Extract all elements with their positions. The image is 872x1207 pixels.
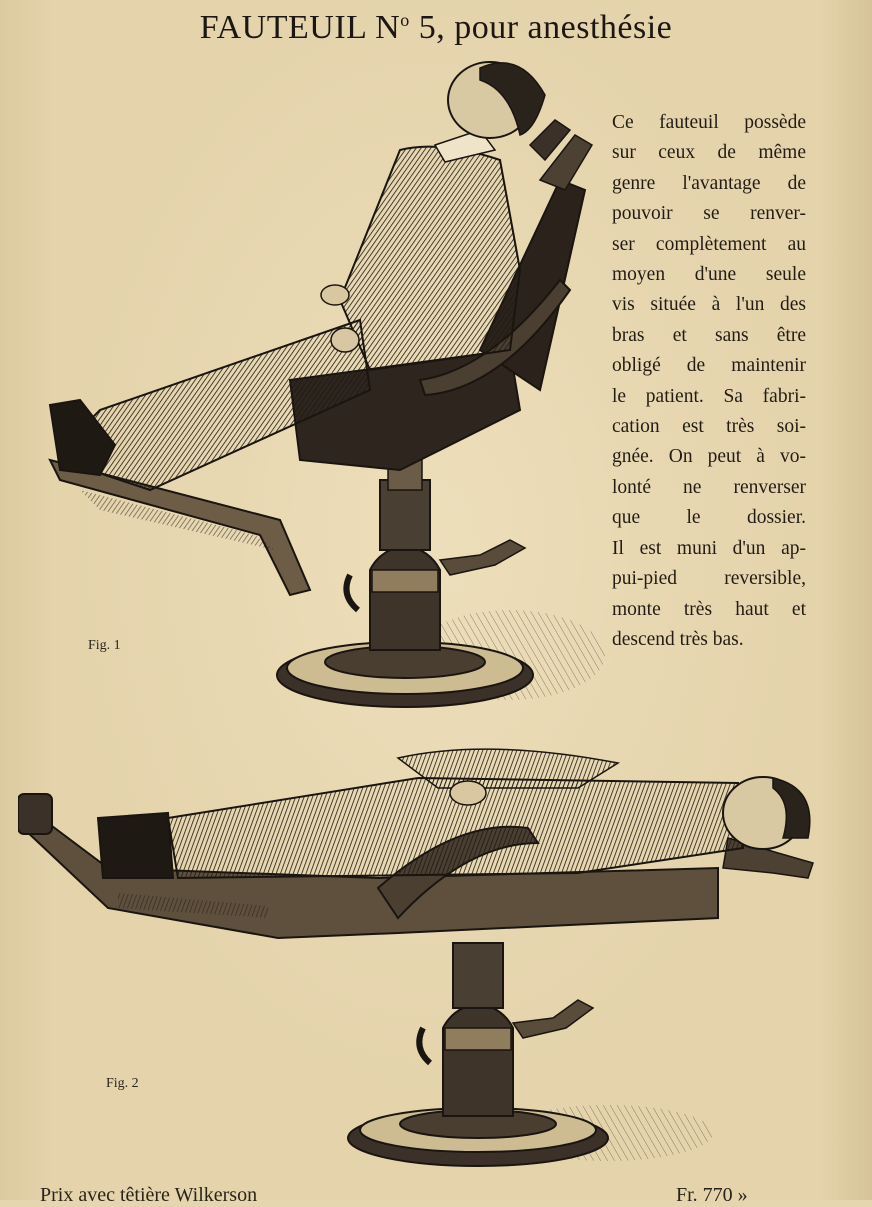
description-line: sur ceux de même	[612, 142, 806, 164]
figure-2-illustration	[18, 728, 828, 1168]
description-line: obligé de maintenir	[612, 355, 806, 377]
description-line: bras et sans être	[612, 324, 806, 346]
description-line: pui-pied reversible,	[612, 568, 806, 590]
description-line: Ce fauteuil possède	[612, 112, 806, 133]
description-line: pouvoir se renver-	[612, 203, 806, 225]
reclined-chair-engraving	[40, 50, 610, 715]
description-line: Il est muni d'un ap-	[612, 537, 806, 559]
description-line: monte très haut et	[612, 598, 806, 620]
description-line: le patient. Sa fabri-	[612, 385, 806, 407]
flat-chair-engraving	[18, 728, 828, 1168]
figure-1-illustration	[40, 50, 610, 715]
price-caption: Prix avec têtière Wilkerson	[40, 1184, 258, 1206]
description-line: ser complètement au	[612, 233, 806, 255]
description-line: que le dossier.	[612, 507, 806, 529]
description-line: gnée. On peut à vo-	[612, 446, 806, 468]
description-line: genre l'avantage de	[612, 172, 806, 194]
description-line: lonté ne renverser	[612, 476, 806, 498]
figure-1-label: Fig. 1	[88, 638, 121, 653]
page-title: FAUTEUIL $N^o$ 5, pour anesthésie	[199, 9, 673, 46]
description-line: vis située à l'un des	[612, 294, 806, 316]
price-value: Fr. 770 »	[676, 1184, 748, 1206]
description-line: moyen d'une seule	[612, 264, 806, 286]
figure-2-label: Fig. 2	[106, 1076, 139, 1091]
description-line: descend très bas.	[612, 628, 744, 650]
description-line: cation est très soi-	[612, 416, 806, 438]
description-paragraph	[612, 108, 806, 655]
